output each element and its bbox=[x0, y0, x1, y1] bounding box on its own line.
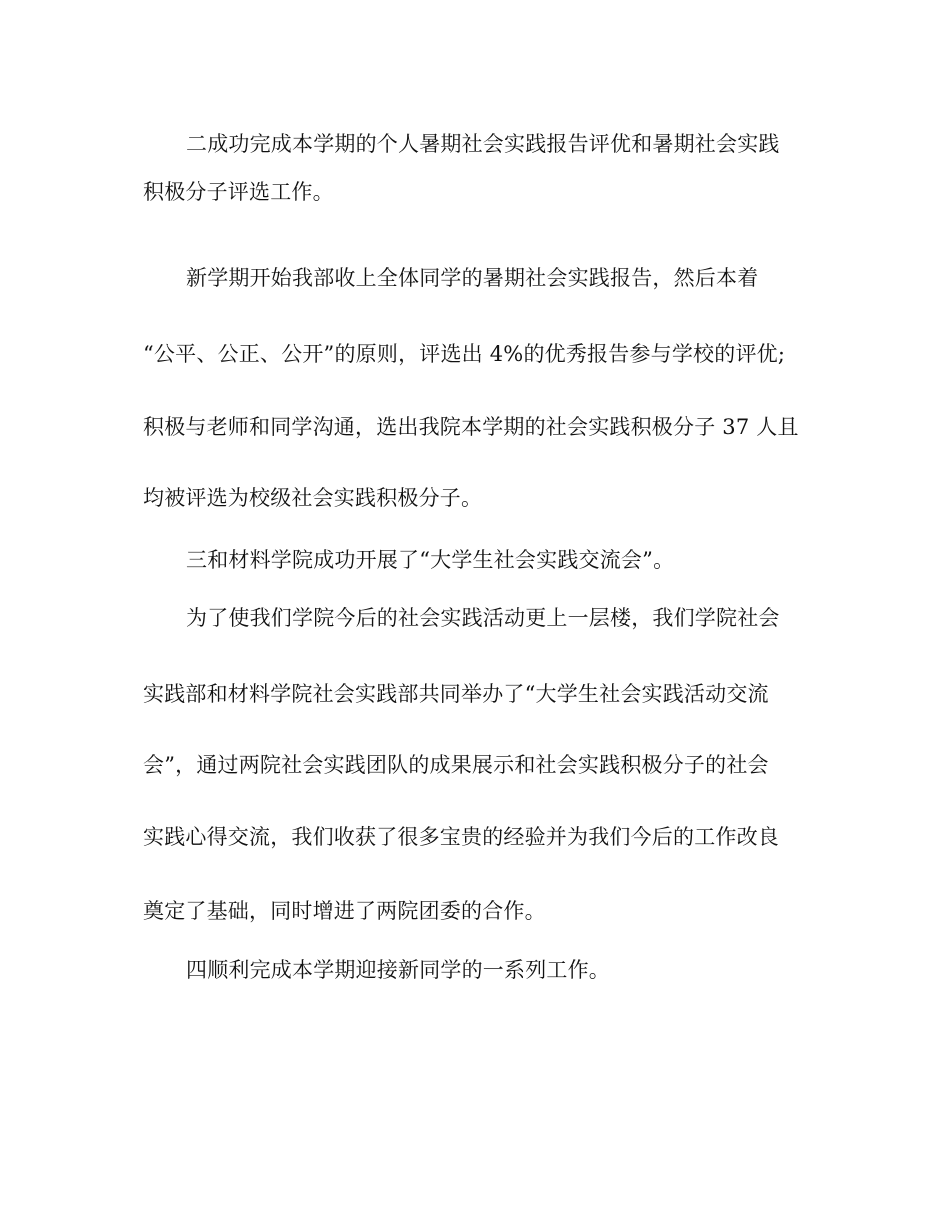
paragraph-line: 新学期开始我部收上全体同学的暑期社会实践报告，然后本着 bbox=[186, 266, 759, 290]
paragraph-line: 为了使我们学院今后的社会实践活动更上一层楼，我们学院社会 bbox=[186, 606, 780, 630]
paragraph-line: 积极与老师和同学沟通，选出我院本学期的社会实践积极分子 37 人且 bbox=[143, 415, 799, 439]
paragraph-line: 实践部和材料学院社会实践部共同举办了“大学生社会实践活动交流 bbox=[143, 682, 769, 706]
paragraph-line: 会”，通过两院社会实践团队的成果展示和社会实践积极分子的社会 bbox=[143, 753, 769, 777]
paragraph-line: 积极分子评选工作。 bbox=[143, 180, 334, 204]
paragraph-line: 四顺利完成本学期迎接新同学的一系列工作。 bbox=[186, 958, 610, 982]
paragraph-line: 奠定了基础，同时增进了两院团委的合作。 bbox=[143, 899, 546, 923]
paragraph-line: 二成功完成本学期的个人暑期社会实践报告评优和暑期社会实践 bbox=[186, 132, 780, 156]
paragraph-line: 均被评选为校级社会实践积极分子。 bbox=[143, 486, 483, 510]
paragraph-line: “公平、公正、公开”的原则，评选出 4%的优秀报告参与学校的评优; bbox=[143, 342, 786, 366]
paragraph-line: 实践心得交流，我们收获了很多宝贵的经验并为我们今后的工作改良 bbox=[143, 825, 779, 849]
paragraph-line: 三和材料学院成功开展了“大学生社会实践交流会”。 bbox=[186, 548, 675, 572]
